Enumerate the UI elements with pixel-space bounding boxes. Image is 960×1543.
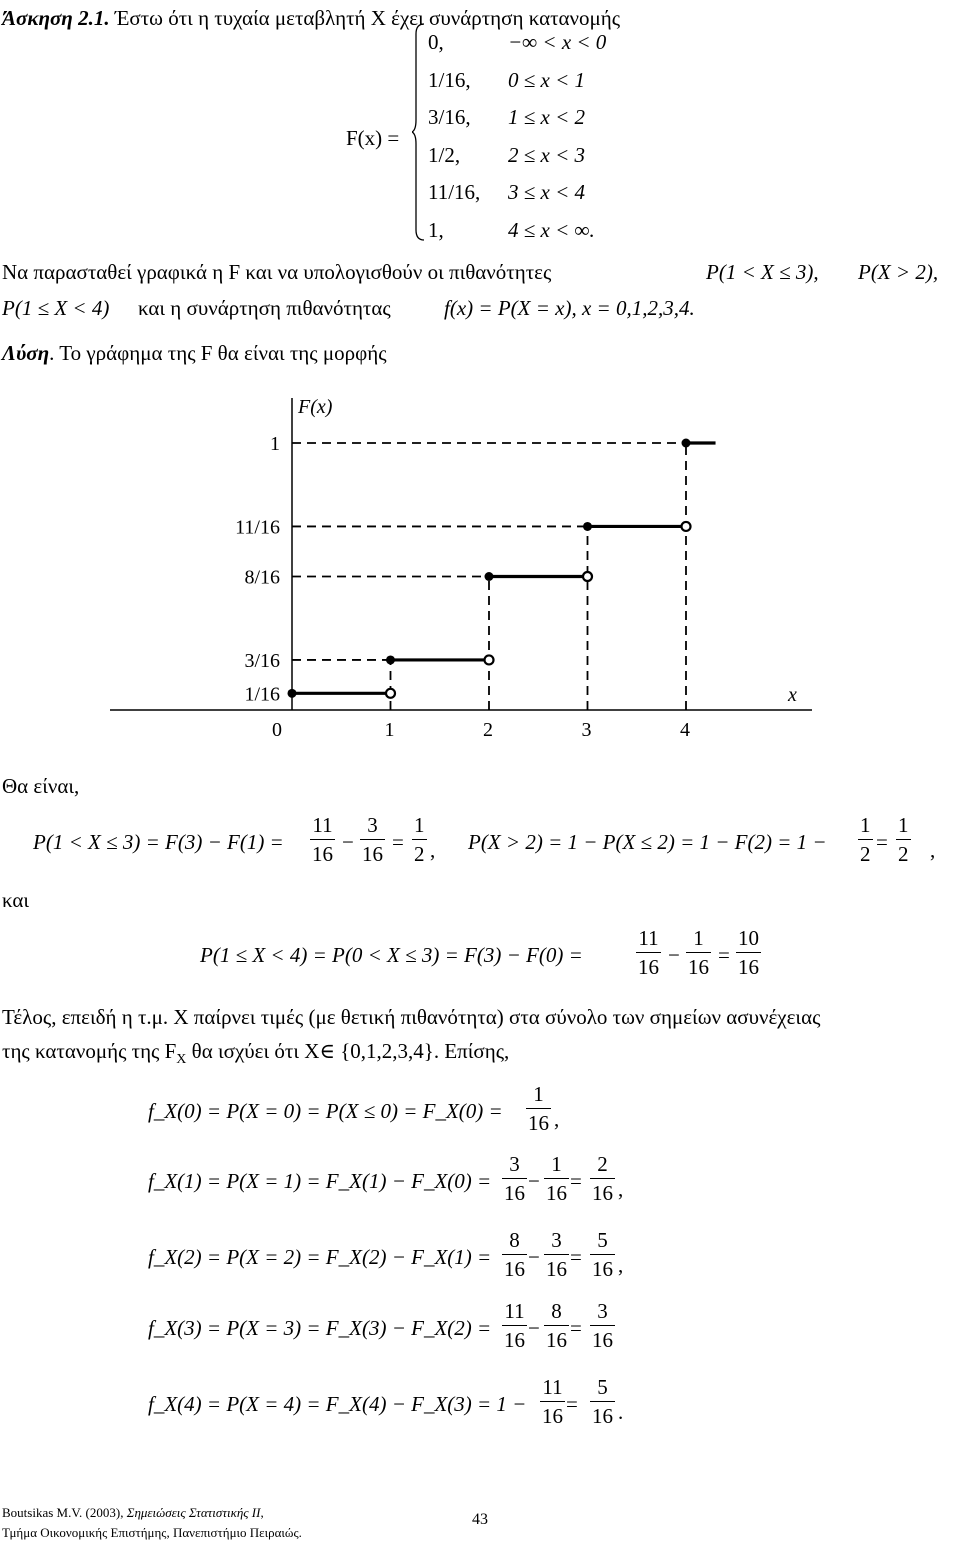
step-closed-point — [682, 439, 691, 448]
eq2-eq: = — [876, 830, 888, 854]
eq1-tail: , — [430, 838, 436, 862]
task-text-2: και η συνάρτηση πιθανότητας — [138, 296, 391, 320]
pmf-fraction-num: 1 — [544, 1154, 569, 1179]
eq1-frac-3-den: 2 — [414, 842, 425, 866]
eq3-frac-1 — [636, 928, 661, 978]
eq1-lhs: P(1 < X ≤ 3) = F(3) − F(1) = — [33, 830, 284, 854]
pmf-fraction — [526, 1084, 551, 1134]
pmf-operator: = — [570, 1316, 582, 1340]
y-tick-label: 1 — [270, 433, 280, 455]
pmf-fraction — [590, 1154, 615, 1204]
eq1-frac-2-num: 3 — [360, 815, 385, 840]
y-tick-label: 1/16 — [244, 683, 280, 706]
eq1-frac-3-num: 1 — [412, 815, 427, 840]
step-open-point — [583, 572, 592, 581]
eq1-frac-1-den: 16 — [312, 842, 333, 866]
eq3-frac-1-den: 16 — [638, 955, 659, 979]
pmf-operator: = — [570, 1245, 582, 1269]
pmf-fraction-num: 3 — [590, 1301, 615, 1326]
cdf-step-chart — [0, 380, 960, 750]
eq2-frac-2-num: 1 — [896, 815, 911, 840]
pmf-fraction-den: 16 — [504, 1257, 525, 1281]
pmf-tail: , — [618, 1177, 624, 1201]
cdf-case-value: 11/16, — [428, 180, 481, 204]
pmf-tail: . — [618, 1400, 624, 1424]
eq3-frac-3-den: 16 — [738, 955, 759, 979]
pmf-fraction — [590, 1230, 615, 1280]
task-prob-3: P(1 ≤ X < 4) — [2, 296, 110, 320]
step-closed-point — [583, 522, 592, 531]
cdf-case-value: 3/16, — [428, 105, 471, 129]
pmf-operator: = — [566, 1392, 578, 1416]
pmf-fraction-den: 16 — [528, 1111, 549, 1135]
eq2-frac-2-den: 2 — [898, 842, 909, 866]
eq3-frac-3 — [736, 928, 761, 978]
pmf-fraction — [544, 1301, 569, 1351]
pmf-fraction — [502, 1154, 527, 1204]
pmf-operator: = — [570, 1169, 582, 1193]
footer-citation — [2, 1506, 264, 1519]
step-closed-point — [288, 689, 297, 698]
pmf-fraction-num: 11 — [502, 1301, 527, 1326]
x-tick-label: 2 — [483, 719, 493, 741]
eq3-frac-2 — [686, 928, 711, 978]
eq3-op: − — [668, 943, 680, 967]
exercise-intro: Έστω ότι η τυχαία μεταβλητή X έχει συνάρτηση κατανομής — [114, 6, 621, 30]
solution-text: . Το γράφημα της F θα είναι της μορφής — [49, 341, 387, 365]
eq1-frac-1-num: 11 — [310, 815, 335, 840]
eq1-frac-2 — [360, 815, 385, 865]
text-telos-sub: X — [176, 1052, 187, 1068]
y-axis-label: F(x) — [298, 396, 333, 418]
text-telos-2a: της κατανομής της F — [2, 1039, 177, 1063]
pmf-operator: − — [528, 1245, 540, 1269]
cdf-case-range: −∞ < x < 0 — [508, 30, 607, 54]
x-tick-label: 4 — [680, 719, 690, 741]
text-tha-einai: Θα είναι, — [2, 774, 80, 798]
pmf-fraction-num: 3 — [502, 1154, 527, 1179]
pmf-lhs: f_X(3) = P(X = 3) = F_X(3) − F_X(2) = — [148, 1316, 492, 1340]
cdf-case-range: 4 ≤ x < ∞. — [508, 217, 595, 242]
pmf-fraction — [590, 1377, 615, 1427]
pmf-fraction-num: 11 — [540, 1377, 565, 1402]
y-tick-label: 11/16 — [235, 516, 280, 539]
eq2-tail: , — [930, 838, 936, 862]
pmf-fraction-num: 2 — [590, 1154, 615, 1179]
x-tick-label: 1 — [384, 719, 395, 741]
task-line-1 — [2, 262, 551, 283]
cdf-brace — [412, 22, 426, 242]
x-tick-label: 3 — [581, 719, 592, 741]
eq3-frac-1-num: 11 — [636, 928, 661, 953]
solution-label: Λύση — [2, 341, 50, 365]
step-closed-point — [386, 655, 395, 664]
task-prob-1: P(1 < X ≤ 3), — [706, 260, 819, 284]
y-tick-label: 3/16 — [244, 649, 280, 672]
pmf-fraction — [502, 1301, 527, 1351]
pmf-fraction-den: 16 — [546, 1181, 567, 1205]
text-kai: και — [2, 888, 30, 912]
step-open-point — [682, 522, 691, 531]
cdf-case-range: 0 ≤ x < 1 — [508, 67, 586, 92]
task-text-1: Να παρασταθεί γραφικά η F και να υπολογισθούν οι πιθανότητες — [2, 260, 552, 284]
text-telos-line-2 — [2, 1041, 509, 1067]
eq2-frac-1-num: 1 — [858, 815, 873, 840]
pmf-fraction-den: 16 — [504, 1181, 525, 1205]
step-open-point — [386, 689, 395, 698]
pmf-fraction-num: 5 — [590, 1377, 615, 1402]
eq3-frac-3-num: 10 — [736, 928, 761, 953]
x-tick-label: 0 — [272, 719, 282, 741]
pmf-fraction-num: 8 — [502, 1230, 527, 1255]
eq3-lhs: P(1 ≤ X < 4) = P(0 < X ≤ 3) = F(3) − F(0) = — [200, 943, 583, 967]
text-telos-line-1: Τέλος, επειδή η τ.μ. X παίρνει τιμές (με θετική πιθανότητα) στα σύνολο των σημείων ασυνέχειας — [2, 1005, 821, 1029]
pmf-tail: , — [618, 1253, 624, 1277]
eq3-frac-2-num: 1 — [686, 928, 711, 953]
eq1-op: − — [342, 830, 354, 854]
footer-department: Τμήμα Οικονομικής Επιστήμης, Πανεπιστήμιο Πειραιώς. — [2, 1525, 302, 1540]
pmf-fraction — [502, 1230, 527, 1280]
task-prob-2: P(X > 2), — [858, 260, 939, 284]
y-tick-label: 8/16 — [244, 566, 280, 589]
pmf-fraction-num: 5 — [590, 1230, 615, 1255]
pmf-lhs: f_X(1) = P(X = 1) = F_X(1) − F_X(0) = — [148, 1169, 492, 1193]
cdf-lhs: F(x) = — [346, 126, 400, 150]
footer-book: Σημειώσεις Στατιστικής ΙΙ — [126, 1505, 261, 1520]
cdf-case-range: 3 ≤ x < 4 — [508, 180, 586, 204]
cdf-case-value: 0, — [428, 30, 444, 54]
pmf-operator: − — [528, 1316, 540, 1340]
pmf-fraction-den: 16 — [546, 1257, 567, 1281]
solution-line — [2, 343, 387, 364]
pmf-operator: − — [528, 1169, 540, 1193]
pmf-fraction-den: 16 — [592, 1181, 613, 1205]
pmf-fraction-den: 16 — [546, 1328, 567, 1352]
cdf-case-value: 1, — [428, 217, 444, 242]
pmf-fraction-den: 16 — [592, 1404, 613, 1428]
step-closed-point — [485, 572, 494, 581]
step-open-point — [485, 655, 494, 664]
pmf-fraction — [544, 1154, 569, 1204]
eq1-frac-1 — [310, 815, 335, 865]
eq1-frac-3 — [412, 815, 427, 865]
pmf-fraction-den: 16 — [504, 1328, 525, 1352]
eq3-eq: = — [718, 943, 730, 967]
cdf-case-value: 1/16, — [428, 67, 471, 92]
pmf-fraction — [540, 1377, 565, 1427]
pmf-fraction-num: 3 — [544, 1230, 569, 1255]
eq2-frac-2 — [896, 815, 911, 865]
text-telos-2b: θα ισχύει ότι X∈ {0,1,2,3,4}. Επίσης, — [186, 1039, 510, 1063]
pmf-fraction-num: 8 — [544, 1301, 569, 1326]
pmf-lhs: f_X(4) = P(X = 4) = F_X(4) − F_X(3) = 1 − — [148, 1392, 527, 1416]
eq1-frac-2-den: 16 — [362, 842, 383, 866]
cdf-case-value: 1/2, — [428, 142, 461, 167]
eq2-lhs: P(X > 2) = 1 − P(X ≤ 2) = 1 − F(2) = 1 − — [468, 830, 827, 854]
x-axis-label: x — [788, 684, 797, 706]
eq1-eq: = — [392, 830, 404, 854]
task-pmf-formula: f(x) = P(X = x), x = 0,1,2,3,4. — [444, 296, 695, 320]
pmf-fraction-num: 1 — [526, 1084, 551, 1109]
exercise-heading — [2, 8, 620, 29]
pmf-fraction-den: 16 — [542, 1404, 563, 1428]
eq2-frac-1-den: 2 — [860, 842, 871, 866]
pmf-tail: , — [554, 1107, 560, 1131]
footer-comma: , — [260, 1505, 264, 1520]
pmf-fraction — [544, 1230, 569, 1280]
pmf-fraction — [590, 1301, 615, 1351]
pmf-lhs: f_X(0) = P(X = 0) = P(X ≤ 0) = F_X(0) = — [148, 1099, 503, 1123]
page-number: 43 — [472, 1511, 488, 1528]
cdf-case-range: 1 ≤ x < 2 — [508, 105, 586, 129]
eq3-frac-2-den: 16 — [688, 955, 709, 979]
pmf-fraction-den: 16 — [592, 1257, 613, 1281]
cdf-case-range: 2 ≤ x < 3 — [508, 142, 586, 167]
exercise-label: Άσκηση 2.1. — [2, 6, 110, 30]
pmf-fraction-den: 16 — [592, 1328, 613, 1352]
footer-author: Boutsikas M.V. (2003), — [2, 1505, 127, 1520]
pmf-lhs: f_X(2) = P(X = 2) = F_X(2) − F_X(1) = — [148, 1245, 492, 1269]
eq2-frac-1 — [858, 815, 873, 865]
